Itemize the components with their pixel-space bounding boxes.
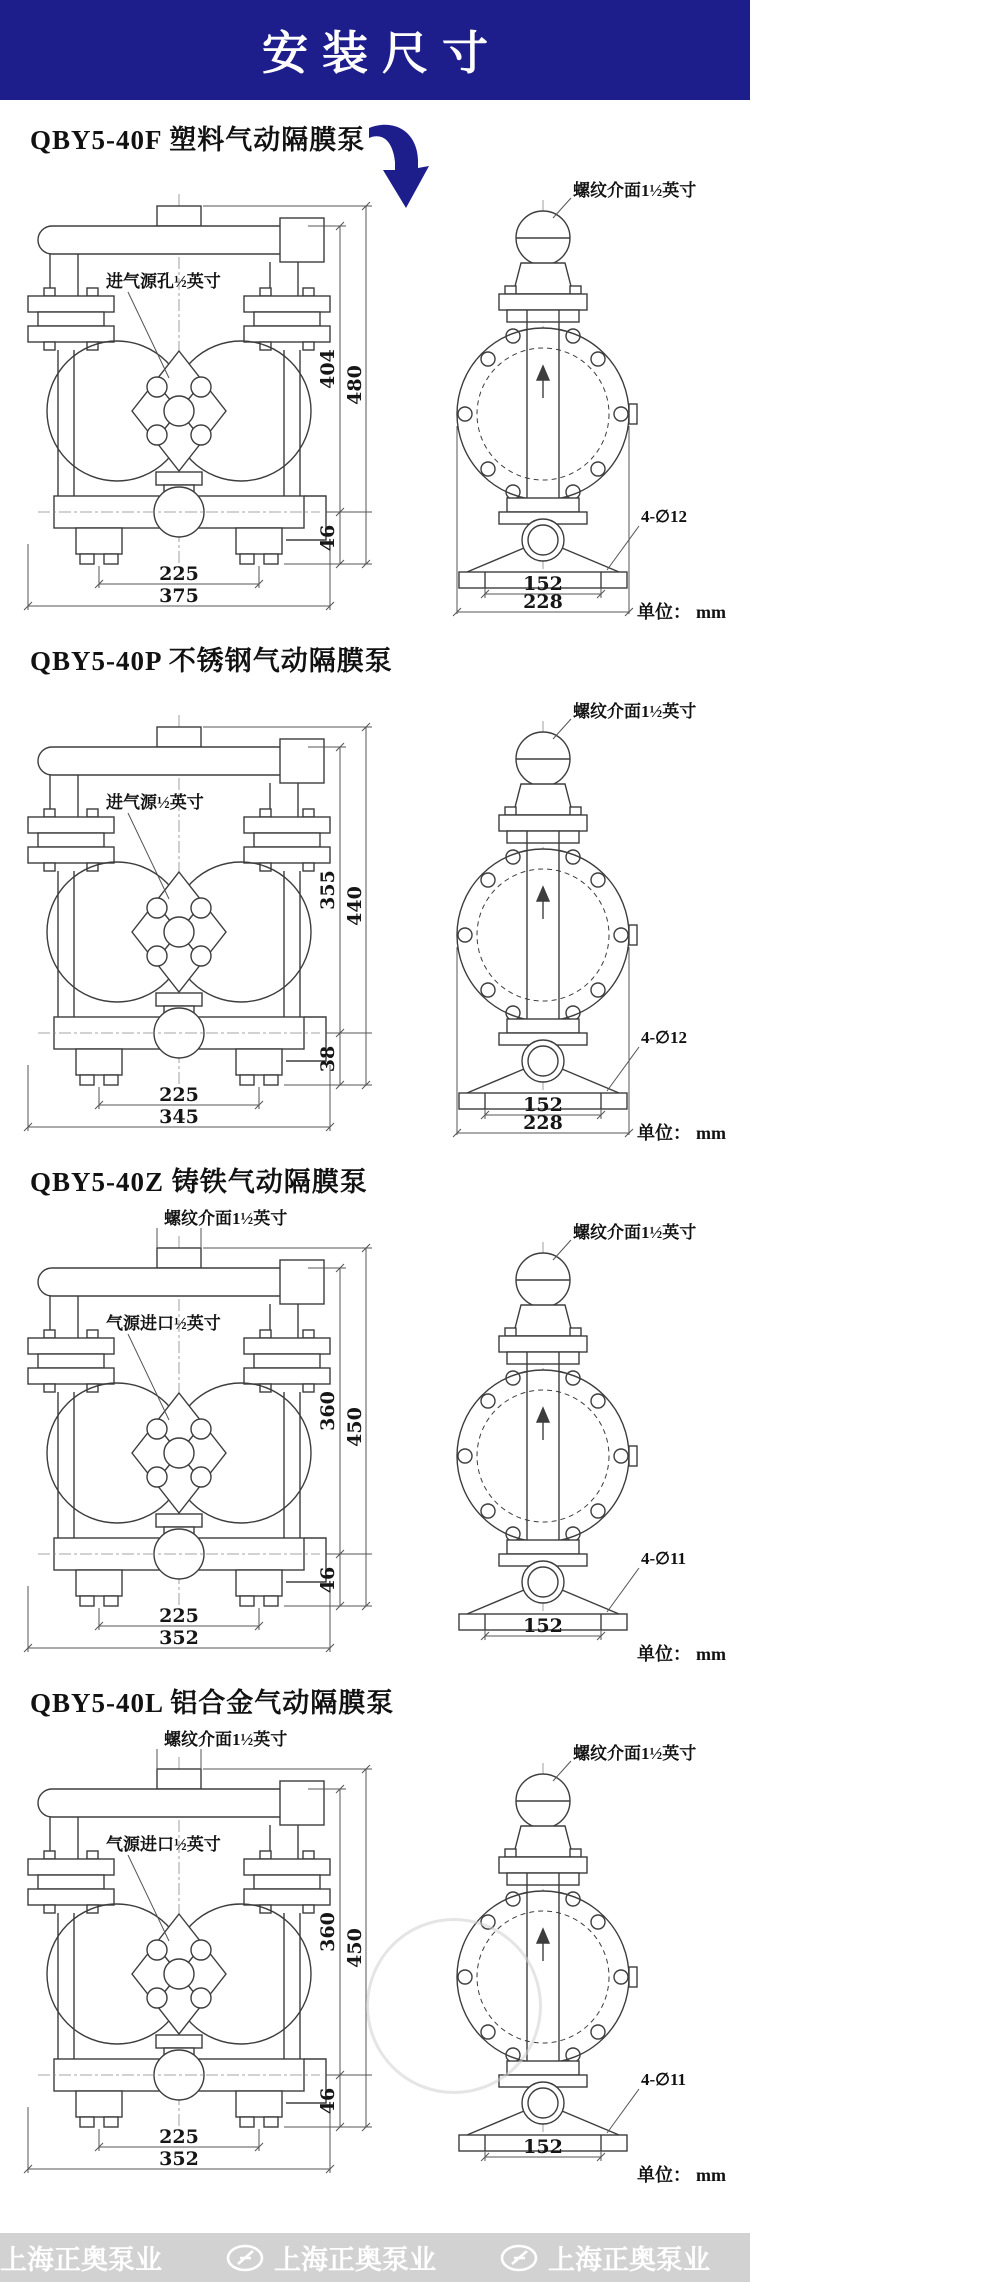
dim-feet-span: 225 <box>159 1084 199 1106</box>
side-view-drawing <box>403 1729 733 2184</box>
drawings-row <box>14 166 750 621</box>
side-dim-total-width: 228 <box>523 1112 563 1134</box>
pump-side-body <box>457 1763 637 2153</box>
dim-total-width: 352 <box>159 1627 199 1649</box>
side-view-drawing <box>403 1208 733 1663</box>
pump-section-title-row <box>30 645 750 687</box>
watermark-item <box>0 2238 162 2277</box>
pump-side-body <box>457 721 637 1111</box>
watermark-item <box>774 2238 984 2277</box>
dim-total-height: 450 <box>344 1407 366 1447</box>
watermark-text: 上海正奥泵业 <box>548 2245 710 2275</box>
front-thread-callout-label: 螺纹介面1½英寸 <box>164 1209 288 1228</box>
front-inlet-callout <box>106 271 221 378</box>
drawings-row <box>14 1729 750 2184</box>
side-holes-callout-label: 4-∅11 <box>641 2070 687 2089</box>
dim-inner-height: 404 <box>317 349 339 389</box>
dim-feet-span: 225 <box>159 2126 199 2148</box>
dim-feet-span: 225 <box>159 1605 199 1627</box>
side-holes-callout <box>607 2070 686 2133</box>
dim-total-width: 375 <box>159 585 199 607</box>
drawings-row <box>14 687 750 1142</box>
front-inlet-callout-label: 气源进口½英寸 <box>106 1835 221 1854</box>
front-inlet-callout <box>106 1313 221 1420</box>
dim-feet-span: 225 <box>159 563 199 585</box>
pump-front-body <box>28 715 330 1089</box>
side-thread-callout <box>553 180 696 218</box>
pump-section <box>0 1687 750 2184</box>
dim-base-height: 46 <box>317 1566 339 1594</box>
pump-section-title: QBY5-40F 塑料气动隔膜泵 <box>30 125 366 155</box>
front-inlet-callout <box>106 1834 221 1941</box>
pump-section <box>0 124 750 621</box>
side-thread-callout <box>553 1743 696 1781</box>
side-dim-feet-span: 152 <box>523 1094 563 1116</box>
dim-base-height: 46 <box>317 524 339 552</box>
watermark-footer <box>0 2233 984 2282</box>
side-holes-callout-label: 4-∅12 <box>641 1028 687 1047</box>
front-view-drawing <box>14 1208 399 1663</box>
watermark-text: 上海正奥泵业 <box>822 2245 984 2275</box>
side-thread-callout-label: 螺纹介面1½英寸 <box>573 181 697 200</box>
drawings-row <box>14 1208 750 1663</box>
side-holes-callout <box>607 1028 687 1091</box>
watermark-item <box>500 2238 710 2277</box>
front-inlet-callout <box>106 792 204 899</box>
pump-section <box>0 645 750 1142</box>
unit-label: 单位： mm <box>637 602 726 622</box>
side-view-drawing <box>403 687 733 1142</box>
watermark-row <box>0 2238 984 2277</box>
side-thread-callout-label: 螺纹介面1½英寸 <box>573 702 697 721</box>
pump-front-body <box>28 1757 330 2131</box>
dim-base-height: 46 <box>317 2087 339 2115</box>
front-view-drawing <box>14 166 399 621</box>
side-thread-callout <box>553 701 696 739</box>
side-dim-feet-span: 152 <box>523 2136 563 2158</box>
page-header <box>0 0 750 100</box>
zhengao-logo-icon <box>226 2244 264 2272</box>
watermark-item <box>226 2238 436 2277</box>
unit-label: 单位： mm <box>637 2165 726 2185</box>
pump-side-body <box>457 200 637 590</box>
side-thread-callout-label: 螺纹介面1½英寸 <box>573 1223 697 1242</box>
side-thread-callout-label: 螺纹介面1½英寸 <box>573 1744 697 1763</box>
unit-label: 单位： mm <box>637 1123 726 1143</box>
pump-section-title: QBY5-40Z 铸铁气动隔膜泵 <box>30 1167 368 1197</box>
page-title: 安装尺寸 <box>262 27 502 79</box>
pump-section <box>0 1166 750 1663</box>
dim-total-width: 345 <box>159 1106 199 1128</box>
side-dim-total-width: 228 <box>523 591 563 613</box>
pump-section-title-row <box>30 1687 750 1729</box>
front-thread-callout <box>157 1208 287 1248</box>
pump-front-body <box>28 1236 330 1610</box>
pump-section-title-row <box>30 124 750 166</box>
dim-inner-height: 360 <box>317 1391 339 1431</box>
zhengao-logo-icon <box>500 2244 538 2272</box>
dim-total-width: 352 <box>159 2148 199 2170</box>
front-inlet-callout-label: 进气源孔½英寸 <box>106 272 221 291</box>
front-thread-callout-label: 螺纹介面1½英寸 <box>164 1730 288 1749</box>
dim-inner-height: 355 <box>317 870 339 910</box>
side-dim-feet-span: 152 <box>523 573 563 595</box>
front-thread-callout <box>157 1729 287 1769</box>
side-dim-feet-span: 152 <box>523 1615 563 1637</box>
sections-container <box>0 100 750 2184</box>
watermark-text: 上海正奥泵业 <box>0 2245 162 2275</box>
dim-base-height: 38 <box>317 1045 339 1073</box>
pump-section-title: QBY5-40L 铝合金气动隔膜泵 <box>30 1688 395 1718</box>
pump-side-body <box>457 1242 637 1632</box>
dim-inner-height: 360 <box>317 1912 339 1952</box>
pump-section-title: QBY5-40P 不锈钢气动隔膜泵 <box>30 646 393 676</box>
front-inlet-callout-label: 进气源½英寸 <box>106 793 204 812</box>
front-view-drawing <box>14 687 399 1142</box>
dim-total-height: 450 <box>344 1928 366 1968</box>
front-inlet-callout-label: 气源进口½英寸 <box>106 1314 221 1333</box>
side-holes-callout <box>607 1549 686 1612</box>
watermark-text: 上海正奥泵业 <box>274 2245 436 2275</box>
zhengao-logo-icon <box>774 2244 812 2272</box>
unit-label: 单位： mm <box>637 1644 726 1664</box>
pump-section-title-row <box>30 1166 750 1208</box>
side-thread-callout <box>553 1222 696 1260</box>
pump-front-body <box>28 194 330 568</box>
side-view-drawing <box>403 166 733 621</box>
dim-total-height: 440 <box>344 886 366 926</box>
side-holes-callout-label: 4-∅12 <box>641 507 687 526</box>
dim-total-height: 480 <box>344 365 366 405</box>
side-holes-callout <box>607 507 687 570</box>
front-view-drawing <box>14 1729 399 2184</box>
side-holes-callout-label: 4-∅11 <box>641 1549 687 1568</box>
